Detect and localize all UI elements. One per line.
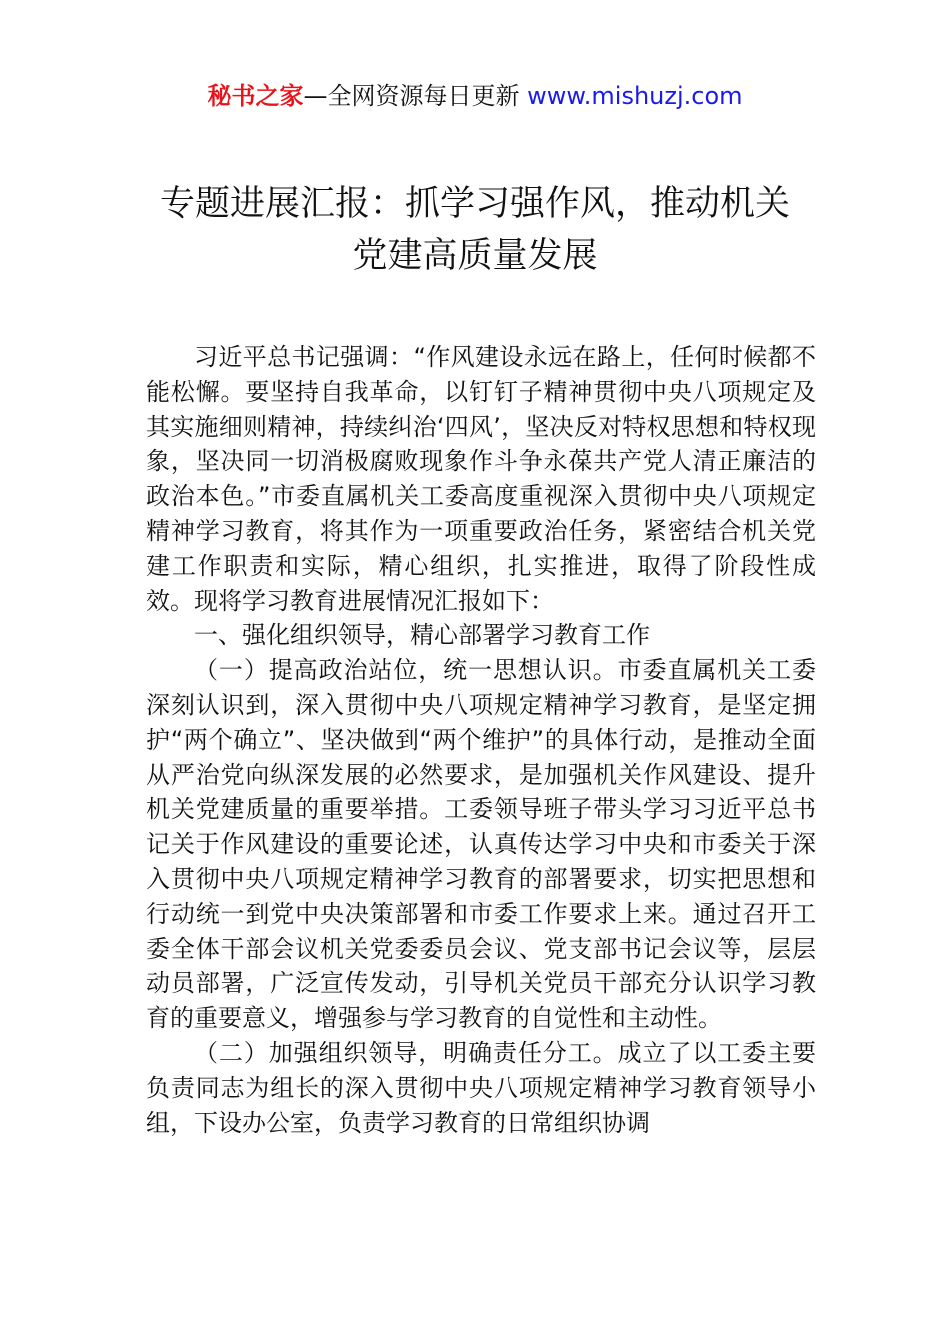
section-heading-1: 一、强化组织领导，精心部署学习教育工作 — [194, 621, 650, 650]
document-title-line-2: 党建高质量发展 — [352, 236, 598, 276]
site-tagline: —全网资源每日更新 — [303, 82, 520, 110]
intro-paragraph: 习近平总书记强调：“作风建设永远在路上，任何时候都不能松懈。要坚持自我革命，以钉钉子精神贯彻中央八项规定及其实施细则精神，持续纠治‘四风’，坚决反对特权思想和特权现象，坚决同一切消极腐败现象作斗争永葆共产党人清正廉洁的政治本色。”市委直属机关工委高度重视深入贯彻中央八项规定精神学习教育，将其作为一项重要政治任务，紧密结合机关党建工作职责和实际，精心组织，扎实推进，取得了阶段性成效。现将学习教育进展情况汇报如下： — [146, 343, 816, 615]
document-body — [146, 340, 816, 1140]
subsection-paragraph-1: （一）提高政治站位，统一思想认识。市委直属机关工委深刻认识到，深入贯彻中央八项规定精神学习教育，是坚定拥护“两个确立”、坚决做到“两个维护”的具体行动，是推动全面从严治党向纵深发展的必然要求，是加强机关作风建设、提升机关党建质量的重要举措。工委领导班子带头学习习近平总书记关于作风建设的重要论述，认真传达学习中央和市委关于深入贯彻中央八项规定精神学习教育的部署要求，切实把思想和行动统一到党中央决策部署和市委工作要求上来。通过召开工委全体干部会议机关党委委员会议、党支部书记会议等，层层动员部署，广泛宣传发动，引导机关党员干部充分认识学习教育的重要意义，增强参与学习教育的自觉性和主动性。 — [146, 656, 816, 1033]
subsection-paragraph-2: （二）加强组织领导，明确责任分工。成立了以工委主要负责同志为组长的深入贯彻中央八项规定精神学习教育领导小组，下设办公室，负责学习教育的日常组织协调 — [146, 1038, 816, 1137]
site-url-link[interactable]: www.mishuzj.com — [527, 82, 743, 110]
document-title-line-1: 专题进展汇报：抓学习强作风，推动机关 — [159, 184, 790, 224]
site-brand: 秘书之家 — [207, 82, 304, 110]
document-title — [0, 178, 950, 282]
site-header — [0, 80, 950, 112]
